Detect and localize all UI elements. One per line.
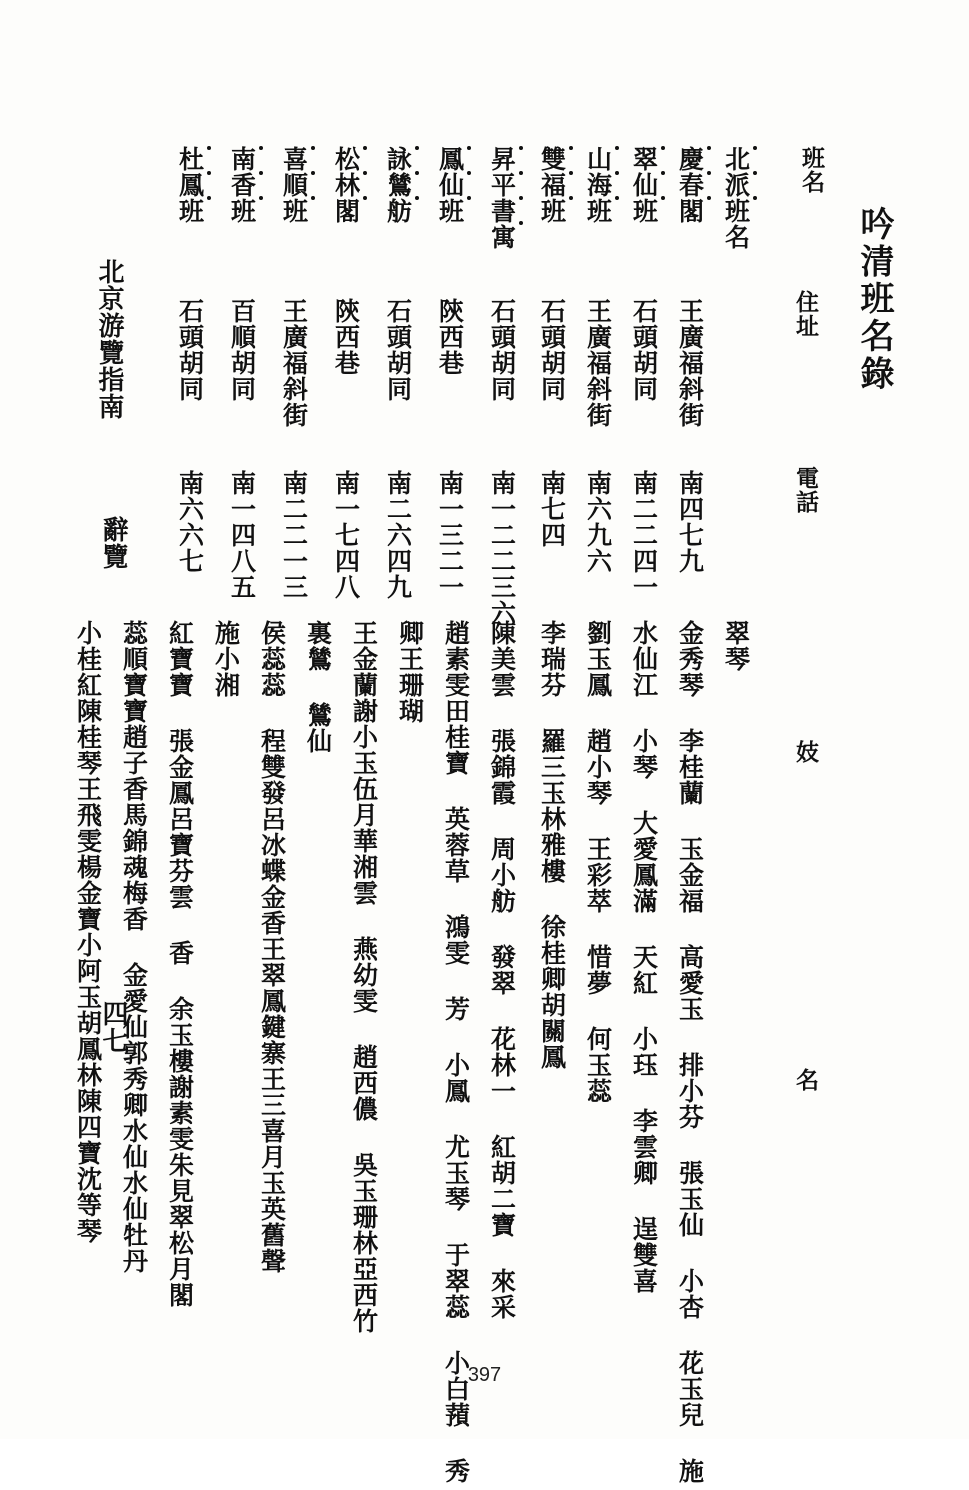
troupe-address: 陝西巷 (331, 298, 361, 376)
page-number: 397 (467, 1364, 502, 1386)
troupe-name: 鳳仙班 (435, 146, 465, 224)
troupe-address: 王廣福斜街 (675, 298, 705, 428)
column-header-telephone: 電話 (792, 466, 819, 514)
table-row (271, 140, 317, 600)
names-column: 裏鷥 鷥仙 (303, 620, 333, 754)
names-column: 陳美雲 張錦霞 周小舫 發翠 花林一 紅胡二寶 來采 (487, 620, 517, 1320)
troupe-address: 石頭胡同 (383, 298, 413, 402)
table-row (323, 140, 369, 600)
names-column: 侯蕊蕊 程雙發呂冰蝶金香王翠鳳鍵寨王三喜月玉英舊聲 (257, 620, 287, 1274)
troupe-phone: 南六九六 (583, 470, 613, 574)
column-header-address: 住址 (792, 290, 819, 338)
column-header-troupe-name: 班名 (798, 146, 825, 194)
names-column: 小桂紅陳桂琴王飛雯楊金寶小阿玉胡鳳林陳四寶沈等琴 (73, 620, 103, 1244)
troupe-name: 山海班 (583, 146, 613, 224)
troupe-name: 杜鳳班 (175, 146, 205, 224)
table-row (375, 140, 421, 600)
troupe-phone: 南一七四八 (331, 470, 361, 600)
names-column: 水仙江 小琴 大愛鳳滿 天紅 小珏 李雲卿 逞雙喜 (629, 620, 659, 1294)
troupe-name: 南香班 (227, 146, 257, 224)
troupe-phone: 南七四 (537, 470, 567, 548)
troupe-address: 石頭胡同 (487, 298, 517, 402)
folio-number: 四七 (98, 1000, 128, 1055)
table-row (529, 140, 575, 600)
names-column: 施小湘 (211, 620, 241, 698)
troupe-name: 喜順班 (279, 146, 309, 224)
column-header-name: 名 (792, 1068, 819, 1092)
troupe-name: 詠鷥舫 (383, 146, 413, 224)
table-row (479, 140, 525, 626)
table-row (219, 140, 265, 600)
names-column: 趙素雯田桂寶 英蓉草 鴻雯 芳 小鳳 尤玉琴 于翠蕊 小白蕷 秀 (441, 620, 471, 1484)
troupe-address: 王廣福斜街 (279, 298, 309, 428)
troupe-address: 王廣福斜街 (583, 298, 613, 428)
troupe-address: 石頭胡同 (629, 298, 659, 402)
troupe-name: 北派班名 (721, 146, 751, 250)
table-row (621, 140, 667, 600)
running-footer-sub: 辭覽 (98, 516, 128, 571)
troupe-phone: 南二六四九 (383, 470, 413, 600)
troupe-name: 昇平書寓 (487, 146, 517, 250)
troupe-address: 石頭胡同 (175, 298, 205, 402)
troupe-phone: 南四七九 (675, 470, 705, 574)
troupe-address: 百順胡同 (227, 298, 257, 402)
names-column: 王金蘭謝小玉伍月華湘雲 燕幼雯 趙西儂 吳玉珊林亞西竹 (349, 620, 379, 1334)
names-column: 蕊順寶寶趙子香馬錦魂梅香 金愛仙郭秀卿水仙水仙牡丹 (119, 620, 149, 1274)
troupe-name: 雙福班 (537, 146, 567, 224)
names-column: 劉玉鳳 趙小琴 王彩萃 惜夢 何玉蕊 (583, 620, 613, 1104)
troupe-table (150, 140, 759, 626)
names-column: 李瑞芬 羅三玉林雅樓 徐桂卿胡關鳳 (537, 620, 567, 1070)
troupe-name: 翠仙班 (629, 146, 659, 224)
troupe-phone (713, 470, 759, 499)
troupe-phone: 南一二二三六 (487, 470, 517, 626)
table-row (167, 140, 213, 600)
troupe-name: 慶春閣 (675, 146, 705, 224)
table-row (713, 140, 759, 600)
names-column: 卿王珊瑚 (395, 620, 425, 724)
column-header-courtesan: 妓 (792, 740, 819, 764)
troupe-address (713, 298, 759, 327)
table-row (667, 140, 713, 600)
names-column: 金秀琴 李桂蘭 玉金福 高愛玉 排小芬 張玉仙 小杏 花玉兒 施 (675, 620, 705, 1484)
troupe-phone: 南二二四一 (629, 470, 659, 600)
table-row (575, 140, 621, 600)
troupe-phone: 南六六七 (175, 470, 205, 574)
running-footer: 北京游覽指南 (94, 258, 124, 421)
page-title: 吟清班名錄 (854, 206, 894, 393)
troupe-phone: 南一三二一 (435, 470, 465, 600)
table-row (427, 140, 473, 600)
troupe-phone: 南一四八五 (227, 470, 257, 600)
names-column: 翠琴 (721, 620, 751, 672)
troupe-name: 松林閣 (331, 146, 361, 224)
troupe-address: 石頭胡同 (537, 298, 567, 402)
troupe-phone: 南二二一三 (279, 470, 309, 600)
names-column: 紅寶寶 張金鳳呂寶芬雲 香 余玉樓謝素雯朱見翠松月閣 (165, 620, 195, 1308)
troupe-address: 陝西巷 (435, 298, 465, 376)
